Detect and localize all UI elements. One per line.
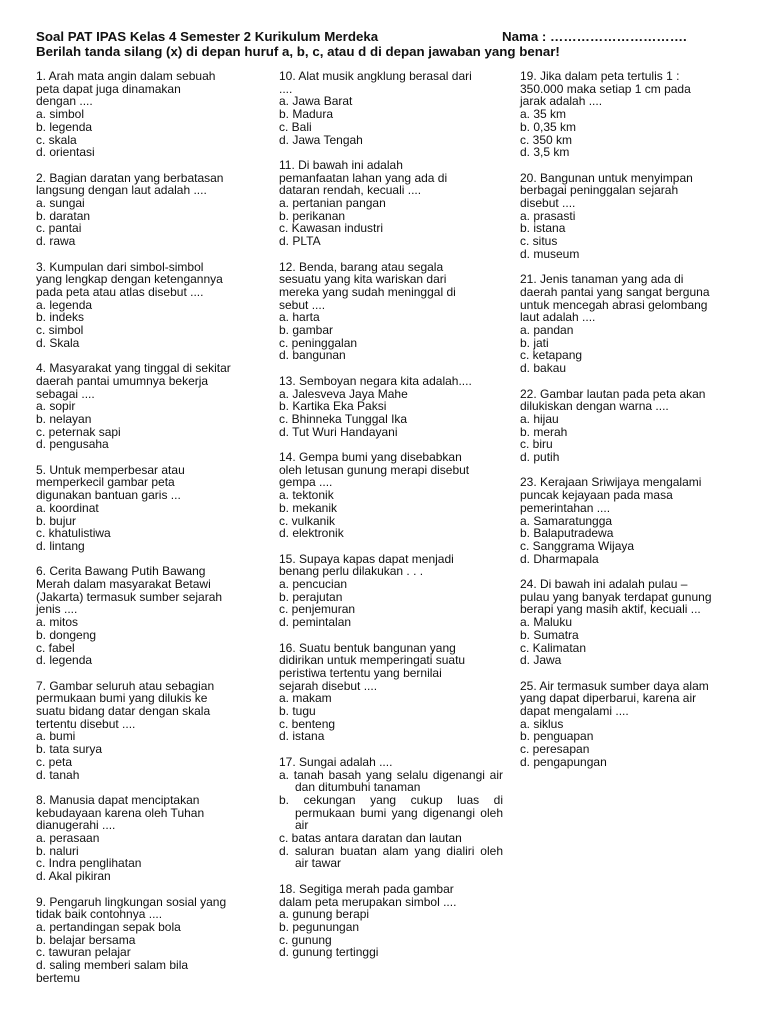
answer-option[interactable]: c. peresapan	[520, 742, 590, 757]
question-stem-line: digunakan bantuan garis ...	[36, 488, 181, 503]
question-item	[36, 70, 258, 159]
page-title: Soal PAT IPAS Kelas 4 Semester 2 Kurikulum Merdeka	[36, 29, 379, 44]
question-stem-line: sesuatu yang kita wariskan dari	[279, 272, 447, 287]
answer-option[interactable]: b. pegunungan	[279, 919, 360, 934]
answer-option[interactable]: d. pemintalan	[279, 615, 352, 630]
answer-option[interactable]: d. museum	[520, 246, 580, 261]
answer-option[interactable]: a. sopir	[36, 399, 76, 414]
answer-option[interactable]: a. 35 km	[520, 107, 567, 122]
answer-option[interactable]: bertemu	[36, 970, 81, 985]
answer-option[interactable]: c. Bhinneka Tunggal Ika	[279, 411, 408, 426]
answer-option[interactable]: d. tanah	[36, 767, 80, 782]
answer-option[interactable]: a. Samaratungga	[520, 513, 613, 528]
question-stem-line: pulau yang banyak terdapat gunung	[520, 589, 712, 604]
answer-option[interactable]: c. vulkanik	[279, 513, 336, 528]
answer-option[interactable]: d. rawa	[36, 234, 76, 249]
answer-option[interactable]: b. perikanan	[279, 208, 346, 223]
question-item	[36, 464, 258, 553]
question-item	[36, 362, 258, 451]
question-item	[520, 172, 742, 261]
answer-option[interactable]: a. harta	[279, 310, 320, 325]
answer-option[interactable]: d. elektronik	[279, 526, 344, 541]
question-stem-line: 22. Gambar lautan pada peta akan	[520, 386, 706, 401]
question-item	[520, 476, 742, 565]
answer-option[interactable]: c. Indra penglihatan	[36, 856, 142, 871]
answer-option[interactable]: c. peta	[36, 754, 73, 769]
answer-option[interactable]: b. perajutan	[279, 589, 343, 604]
answer-option[interactable]: c. fabel	[36, 640, 75, 655]
question-stem-line: 6. Cerita Bawang Putih Bawang	[36, 564, 206, 579]
question-stem-line: 14. Gempa bumi yang disebabkan	[279, 450, 462, 465]
question-stem-line: dalam peta merupakan simbol ....	[279, 894, 457, 909]
answer-option[interactable]: b. dongeng	[36, 627, 97, 642]
answer-option[interactable]: d. pengapungan	[520, 754, 607, 769]
answer-option[interactable]: a. pencucian	[279, 577, 348, 592]
question-stem-line: 10. Alat musik angklung berasal dari	[279, 69, 472, 83]
answer-option[interactable]: c. batas antara daratan dan lautan	[279, 831, 462, 846]
name-field-label: Nama : ………………………….	[502, 29, 687, 44]
question-item	[520, 680, 742, 769]
answer-option[interactable]: a. pertandingan sepak bola	[36, 919, 181, 934]
answer-option[interactable]: d. Akal pikiran	[36, 869, 111, 884]
question-column-1	[36, 70, 258, 997]
question-stem-line: yang lengkap dengan ketengannya	[36, 272, 223, 287]
answer-option[interactable]: b. tata surya	[36, 742, 103, 757]
question-stem-line: 23. Kerajaan Sriwijaya mengalami	[520, 475, 702, 490]
answer-option[interactable]: c. biru	[520, 437, 553, 452]
question-item	[520, 273, 742, 375]
question-stem-line: 18. Segitiga merah pada gambar	[279, 881, 454, 896]
question-item	[36, 172, 258, 248]
question-item	[279, 553, 503, 629]
question-stem-line: 13. Semboyan negara kita adalah....	[279, 373, 472, 388]
answer-option[interactable]: d. PLTA	[279, 234, 321, 249]
question-stem-line: 11. Di bawah ini adalah	[279, 157, 403, 172]
question-item	[520, 70, 742, 159]
question-stem-line: sebagai ....	[36, 386, 95, 401]
question-stem-line: oleh letusan gunung merapi disebut	[279, 462, 470, 477]
page-header	[36, 29, 736, 59]
question-stem-line: daerah pantai yang sangat berguna	[520, 284, 710, 299]
answer-option[interactable]: d. putih	[520, 450, 560, 465]
answer-option[interactable]: a. siklus	[520, 716, 564, 731]
answer-option[interactable]: a. gunung berapi	[279, 907, 370, 922]
question-stem-line: sejarah disebut ....	[279, 678, 378, 693]
question-stem-line: tidak baik contohnya ....	[36, 907, 163, 922]
answer-option[interactable]: b. merah	[520, 424, 568, 439]
question-stem-line: 9. Pengaruh lingkungan sosial yang	[36, 894, 227, 909]
question-stem-line: laut adalah ....	[520, 310, 596, 325]
answer-option[interactable]: c. pantai	[36, 221, 82, 236]
question-stem-line: 8. Manusia dapat menciptakan	[36, 792, 200, 807]
question-stem-line: 350.000 maka setiap 1 cm pada	[520, 81, 691, 96]
question-stem-line: 2. Bagian daratan yang berbatasan	[36, 170, 224, 185]
answer-option[interactable]: a. Jalesveva Jaya Mahe	[279, 386, 408, 401]
question-stem-line: mereka yang sudah meninggal di	[279, 284, 456, 299]
answer-option[interactable]: b. indeks	[36, 310, 85, 325]
question-stem-line: berbagai peninggalan sejarah	[520, 183, 679, 198]
answer-option[interactable]: b. Balaputradewa	[520, 526, 614, 541]
question-stem-line: berapi yang masih aktif, kecuali ...	[520, 602, 701, 617]
answer-option[interactable]: b. tugu	[279, 704, 316, 719]
question-item	[520, 578, 742, 667]
question-stem-line: 19. Jika dalam peta tertulis 1 :	[520, 69, 680, 83]
answer-option[interactable]: b. belajar bersama	[36, 932, 136, 947]
question-stem-line: 7. Gambar seluruh atau sebagian	[36, 678, 215, 693]
question-stem-line: ....	[279, 81, 293, 96]
question-stem-line: tertentu disebut ....	[36, 716, 136, 731]
answer-option[interactable]: b. Sumatra	[520, 627, 579, 642]
answer-option[interactable]: d. Jawa Tengah	[279, 132, 363, 147]
question-stem-line: peristiwa tertentu yang bernilai	[279, 665, 442, 680]
question-item	[279, 159, 503, 248]
answer-option[interactable]: c. benteng	[279, 716, 336, 731]
question-stem-line: didirikan untuk memperingati suatu	[279, 653, 466, 668]
question-stem-line: suatu bidang datar dengan skala	[36, 704, 211, 719]
question-stem-line: 4. Masyarakat yang tinggal di sekitar	[36, 361, 231, 376]
question-stem-line: 1. Arah mata angin dalam sebuah	[36, 69, 216, 83]
answer-option[interactable]: a. pandan	[520, 323, 574, 338]
question-stem-line: peta dapat juga dinamakan	[36, 81, 181, 96]
answer-option[interactable]: b. Madura	[279, 107, 334, 122]
question-stem-line: 5. Untuk memperbesar atau	[36, 462, 185, 477]
answer-option[interactable]: b. istana	[520, 221, 566, 236]
answer-option[interactable]: d. istana	[279, 729, 325, 744]
answer-option[interactable]: a. pertanian pangan	[279, 196, 386, 211]
answer-option[interactable]: c. Bali	[279, 119, 312, 134]
answer-option[interactable]: c. simbol	[36, 323, 84, 338]
answer-option[interactable]: c. penjemuran	[279, 602, 356, 617]
question-stem-line: 3. Kumpulan dari simbol-simbol	[36, 259, 204, 274]
answer-option[interactable]: c. Sanggrama Wijaya	[520, 538, 635, 553]
question-item	[520, 388, 742, 464]
answer-option[interactable]: c. khatulistiwa	[36, 526, 111, 541]
question-stem-line: 16. Suatu bentuk bangunan yang	[279, 640, 456, 655]
question-stem-line: 20. Bangunan untuk menyimpan	[520, 170, 693, 185]
answer-option[interactable]: b. bujur	[36, 513, 77, 528]
question-item	[279, 642, 503, 744]
answer-option[interactable]: b. nelayan	[36, 411, 92, 426]
question-stem-line: 15. Supaya kapas dapat menjadi	[279, 551, 454, 566]
question-stem-line: memperkecil gambar peta	[36, 475, 175, 490]
answer-option[interactable]: c. skala	[36, 132, 77, 147]
answer-option[interactable]: b. penguapan	[520, 729, 594, 744]
question-stem-line: 12. Benda, barang atau segala	[279, 259, 444, 274]
question-item	[36, 261, 258, 350]
question-item	[279, 883, 503, 959]
answer-option[interactable]: a. tanah basah yang selalu digenangi air dan ditumbuhi tanaman	[279, 767, 503, 795]
answer-option[interactable]: d. pengusaha	[36, 437, 109, 452]
question-stem-line: yang dapat diperbarui, karena air	[520, 691, 697, 706]
question-stem-line: dilukiskan dengan warna ....	[520, 399, 669, 414]
question-stem-line: untuk mencegah abrasi gelombang	[520, 297, 708, 312]
answer-option[interactable]: a. koordinat	[36, 500, 99, 515]
answer-option[interactable]: a. legenda	[36, 297, 93, 312]
answer-option[interactable]: c. Kawasan industri	[279, 221, 384, 236]
question-stem-line: 21. Jenis tanaman yang ada di	[520, 272, 684, 287]
answer-option[interactable]: d. 3,5 km	[520, 145, 570, 160]
answer-option[interactable]: d. bangunan	[279, 348, 346, 363]
question-stem-line: Merah dalam masyarakat Betawi	[36, 577, 211, 592]
answer-option[interactable]: d. lintang	[36, 538, 85, 553]
answer-option[interactable]: a. prasasti	[520, 208, 576, 223]
question-stem-line: dataran rendah, kecuali ....	[279, 183, 422, 198]
answer-option[interactable]: b. gambar	[279, 323, 334, 338]
answer-option[interactable]: b. mekanik	[279, 500, 338, 515]
answer-option[interactable]: b. cekungan yang cukup luas di permukaan bumi yang digenangi oleh air	[279, 792, 503, 833]
question-stem-line: daerah pantai umumnya bekerja	[36, 373, 209, 388]
answer-option[interactable]: c. gunung	[279, 932, 332, 947]
answer-option[interactable]: b. 0,35 km	[520, 119, 577, 134]
answer-option[interactable]: c. peternak sapi	[36, 424, 121, 439]
answer-option[interactable]: d. orientasi	[36, 145, 95, 160]
question-item	[36, 896, 258, 985]
answer-option[interactable]: a. makam	[279, 691, 332, 706]
answer-option[interactable]: a. simbol	[36, 107, 85, 122]
instruction-text: Berilah tanda silang (x) di depan huruf a, b, c, atau d di depan jawaban yang benar!	[36, 44, 560, 59]
question-stem-line: dengan ....	[36, 94, 93, 109]
answer-option[interactable]: b. daratan	[36, 208, 91, 223]
answer-option[interactable]: a. Maluku	[520, 615, 573, 630]
question-stem-line: 17. Sungai adalah ....	[279, 754, 393, 769]
question-item	[36, 565, 258, 667]
question-stem-line: puncak kejayaan pada masa	[520, 488, 673, 503]
question-item	[279, 375, 503, 439]
question-column-3	[520, 70, 742, 781]
answer-option[interactable]: b. Kartika Eka Paksi	[279, 399, 387, 414]
answer-option[interactable]: a. mitos	[36, 615, 79, 630]
question-stem-line: benang perlu dilakukan . . .	[279, 564, 424, 579]
answer-option[interactable]: d. saling memberi salam bila	[36, 958, 189, 973]
question-item	[279, 261, 503, 363]
answer-option[interactable]: d. legenda	[36, 653, 93, 668]
answer-option[interactable]: b. naluri	[36, 843, 79, 858]
question-stem-line: disebut ....	[520, 196, 576, 211]
question-stem-line: pemerintahan ....	[520, 500, 611, 515]
answer-option[interactable]: c. ketapang	[520, 348, 583, 363]
question-stem-line: 24. Di bawah ini adalah pulau –	[520, 577, 688, 592]
answer-option[interactable]: d. Jawa	[520, 653, 562, 668]
answer-option[interactable]: d. Dharmapala	[520, 551, 599, 566]
question-item	[279, 756, 503, 870]
question-stem-line: pada peta atau atlas disebut ....	[36, 284, 204, 299]
answer-option[interactable]: d. bakau	[520, 361, 567, 376]
question-stem-line: dianugerahi ....	[36, 818, 116, 833]
question-stem-line: (Jakarta) termasuk sumber sejarah	[36, 589, 223, 604]
answer-option[interactable]: c. peninggalan	[279, 335, 358, 350]
question-item	[279, 451, 503, 540]
answer-option[interactable]: a. perasaan	[36, 831, 100, 846]
question-stem-line: permukaan bumi yang dilukis ke	[36, 691, 208, 706]
answer-option[interactable]: d. gunung tertinggi	[279, 945, 379, 960]
question-stem-line: gempa ....	[279, 475, 333, 490]
question-item	[36, 680, 258, 782]
question-stem-line: pemanfaatan lahan yang ada di	[279, 170, 448, 185]
answer-option[interactable]: d. Skala	[36, 335, 80, 350]
answer-option[interactable]: a. bumi	[36, 729, 76, 744]
answer-option[interactable]: b. jati	[520, 335, 549, 350]
answer-option[interactable]: c. Kalimatan	[520, 640, 587, 655]
question-stem-line: dapat mengalami ....	[520, 704, 629, 719]
question-stem-line: 25. Air termasuk sumber daya alam	[520, 678, 709, 693]
question-column-2	[279, 70, 503, 972]
answer-option[interactable]: a. hijau	[520, 411, 559, 426]
answer-option[interactable]: d. saluran buatan alam yang dialiri oleh air tawar	[279, 843, 503, 871]
answer-option[interactable]: c. tawuran pelajar	[36, 945, 131, 960]
question-item	[279, 70, 503, 146]
answer-option[interactable]: b. legenda	[36, 119, 93, 134]
answer-option[interactable]: a. sungai	[36, 196, 85, 211]
answer-option[interactable]: c. situs	[520, 234, 558, 249]
answer-option[interactable]: c. 350 km	[520, 132, 573, 147]
question-stem-line: langsung dengan laut adalah ....	[36, 183, 207, 198]
question-stem-line: sebut ....	[279, 297, 326, 312]
question-stem-line: jarak adalah ....	[520, 94, 603, 109]
question-stem-line: kebudayaan karena oleh Tuhan	[36, 805, 205, 820]
answer-option[interactable]: a. tektonik	[279, 488, 334, 503]
question-item	[36, 794, 258, 883]
answer-option[interactable]: a. Jawa Barat	[279, 94, 353, 109]
answer-option[interactable]: d. Tut Wuri Handayani	[279, 424, 398, 439]
question-stem-line: jenis ....	[36, 602, 78, 617]
title-row	[36, 29, 736, 44]
